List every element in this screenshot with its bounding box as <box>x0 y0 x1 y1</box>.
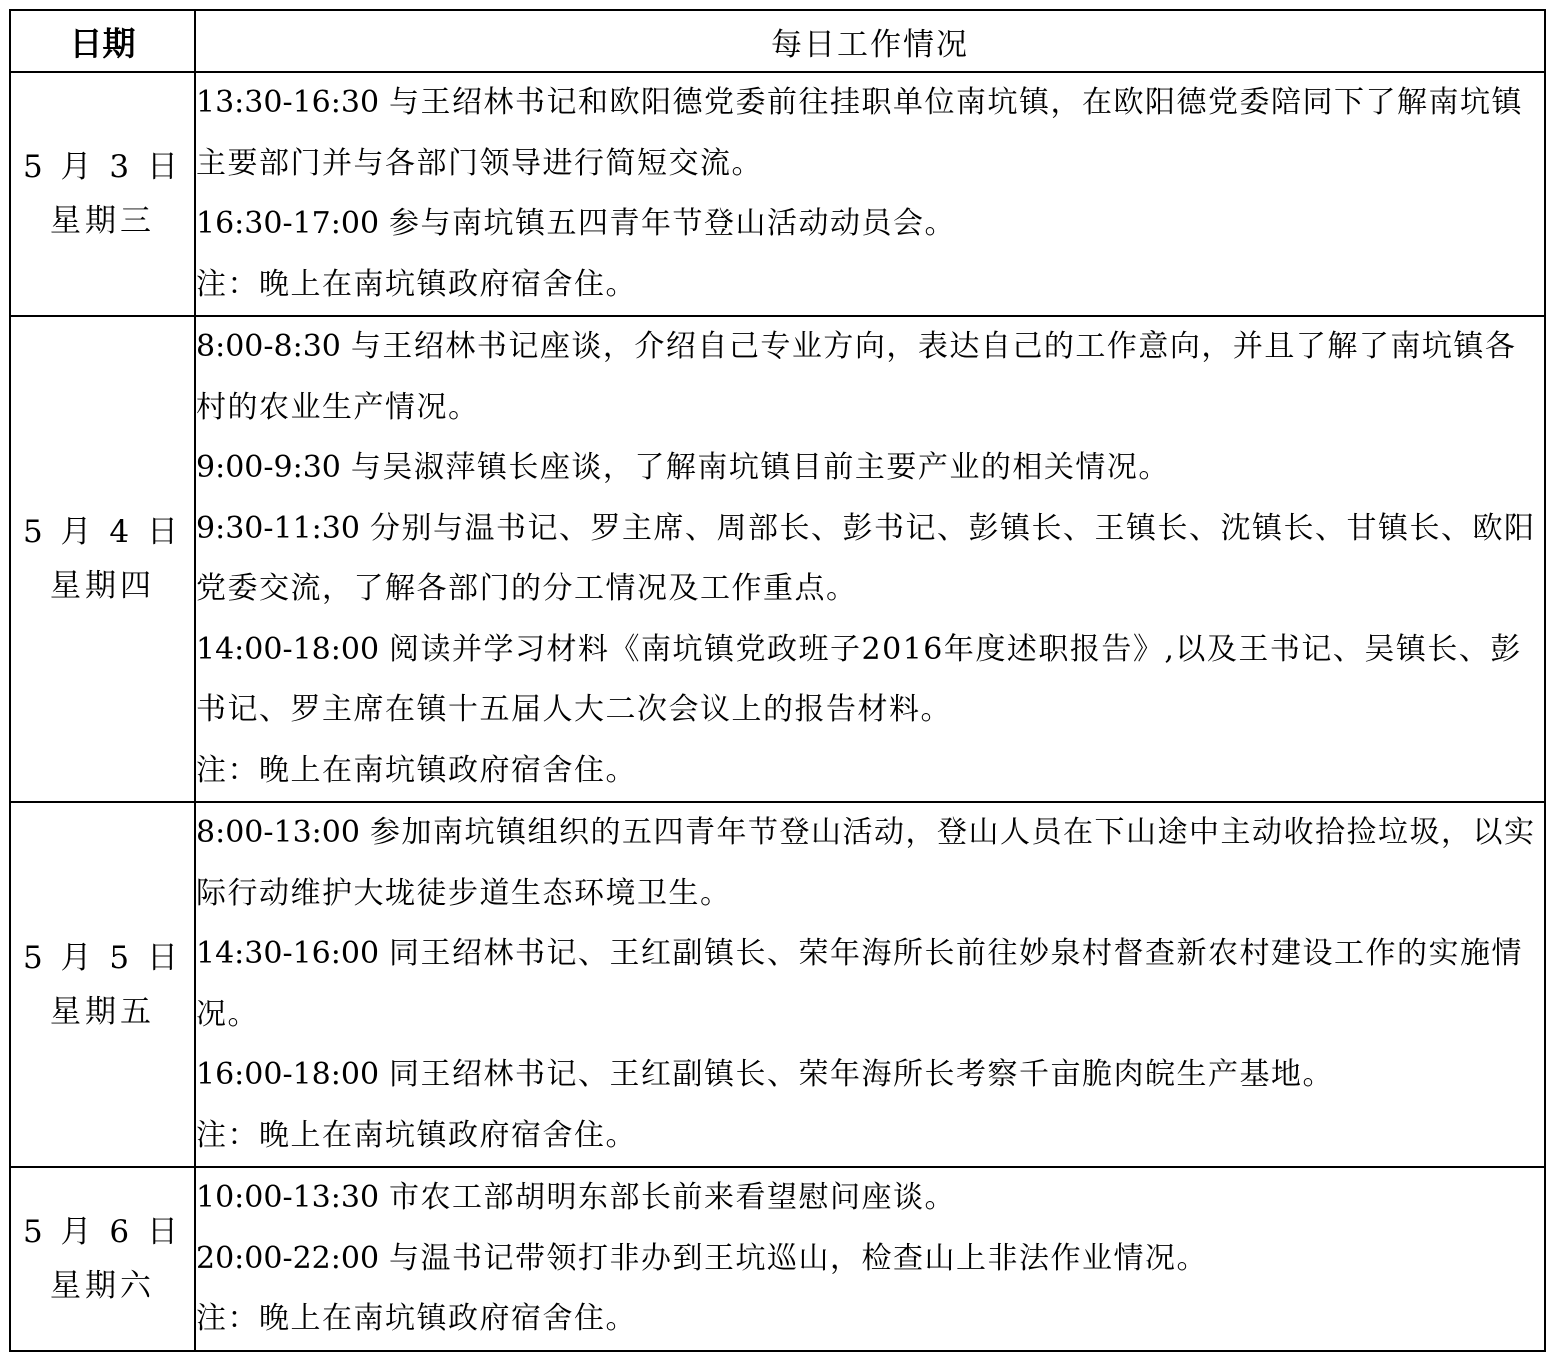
date-cell <box>10 72 195 316</box>
work-note <box>196 255 1544 316</box>
time-range: 10:00-13:30 <box>196 1180 380 1215</box>
weekday-text: 星期六 <box>50 1267 155 1304</box>
date-cell <box>10 802 195 1167</box>
work-log-table <box>9 9 1546 1352</box>
time-range: 8:00-8:30 <box>196 329 341 364</box>
work-entry <box>196 1229 1544 1290</box>
table-row <box>10 802 1545 1167</box>
work-cell <box>195 1167 1545 1351</box>
work-entry <box>196 620 1544 741</box>
work-note <box>196 1289 1544 1350</box>
weekday-text: 星期三 <box>50 203 155 239</box>
work-entry <box>196 73 1544 194</box>
date-column-header: 日期 <box>10 10 195 72</box>
time-range: 14:00-18:00 <box>196 631 380 667</box>
weekday-text: 星期五 <box>50 993 155 1030</box>
work-entry <box>196 317 1544 438</box>
date-text: 5 月 5 日 <box>22 939 182 976</box>
time-range: 20:00-22:00 <box>196 1240 380 1276</box>
entry-text: 同王绍林书记、王红副镇长、荣年海所长考察千亩脆肉皖生产基地。 <box>389 1057 1335 1092</box>
time-range: 9:00-9:30 <box>196 450 341 485</box>
header-row <box>10 10 1545 72</box>
work-note <box>196 1106 1544 1167</box>
work-entry <box>196 194 1544 255</box>
entry-text: 与吴淑萍镇长座谈，了解南坑镇目前主要产业的相关情况。 <box>350 450 1170 485</box>
time-range: 13:30-16:30 <box>196 85 380 120</box>
table-row <box>10 316 1545 802</box>
work-cell <box>195 802 1545 1167</box>
table-row <box>10 72 1545 316</box>
date-text: 5 月 4 日 <box>22 514 182 550</box>
time-range: 16:30-17:00 <box>196 206 380 241</box>
work-entry <box>196 499 1544 620</box>
work-entry <box>196 924 1544 1045</box>
date-text: 5 月 3 日 <box>22 149 182 185</box>
entry-text: 与王绍林书记座谈，介绍自己专业方向，表达自己的工作意向，并且了解了南坑镇各村的农业生产情况。 <box>196 329 1517 425</box>
entry-text: 与温书记带领打非办到王坑巡山，检查山上非法作业情况。 <box>389 1240 1209 1276</box>
entry-text: 与王绍林书记和欧阳德党委前往挂职单位南坑镇，在欧阳德党委陪同下了解南坑镇主要部门并与各部门领导进行简短交流。 <box>196 85 1524 181</box>
date-cell <box>10 316 195 802</box>
work-entry <box>196 803 1544 924</box>
table-row <box>10 1167 1545 1351</box>
time-range: 14:30-16:00 <box>196 936 380 971</box>
work-cell <box>195 316 1545 802</box>
date-cell <box>10 1167 195 1351</box>
entry-text: 注：晚上在南坑镇政府宿舍住。 <box>196 266 637 302</box>
weekday-text: 星期四 <box>50 568 155 604</box>
time-range: 9:30-11:30 <box>196 510 360 546</box>
entry-text: 注：晚上在南坑镇政府宿舍住。 <box>196 752 637 788</box>
work-entry <box>196 1168 1544 1229</box>
entry-text: 同王绍林书记、王红副镇长、荣年海所长前往妙泉村督查新农村建设工作的实施情况。 <box>196 936 1524 1032</box>
work-entry <box>196 438 1544 499</box>
work-cell <box>195 72 1545 316</box>
entry-text: 注：晚上在南坑镇政府宿舍住。 <box>196 1301 637 1336</box>
entry-text: 参与南坑镇五四青年节登山活动动员会。 <box>389 206 957 241</box>
time-range: 16:00-18:00 <box>196 1057 380 1092</box>
work-entry <box>196 1045 1544 1106</box>
entry-text: 分别与温书记、罗主席、周部长、彭书记、彭镇长、王镇长、沈镇长、甘镇长、欧阳党委交流，了解各部门的分工情况及工作重点。 <box>196 510 1536 606</box>
time-range: 8:00-13:00 <box>196 815 360 850</box>
work-note <box>196 741 1544 802</box>
work-column-header: 每日工作情况 <box>195 10 1545 72</box>
entry-text: 阅读并学习材料《南坑镇党政班子2016年度述职报告》,以及王书记、吴镇长、彭书记、罗主席在镇十五届人大二次会议上的报告材料。 <box>196 631 1522 727</box>
entry-text: 参加南坑镇组织的五四青年节登山活动，登山人员在下山途中主动收拾捡垃圾，以实际行动维护大垅徒步道生态环境卫生。 <box>196 815 1536 911</box>
entry-text: 市农工部胡明东部长前来看望慰问座谈。 <box>389 1180 957 1215</box>
entry-text: 注：晚上在南坑镇政府宿舍住。 <box>196 1117 637 1153</box>
table-body <box>10 72 1545 1351</box>
date-text: 5 月 6 日 <box>22 1213 182 1250</box>
